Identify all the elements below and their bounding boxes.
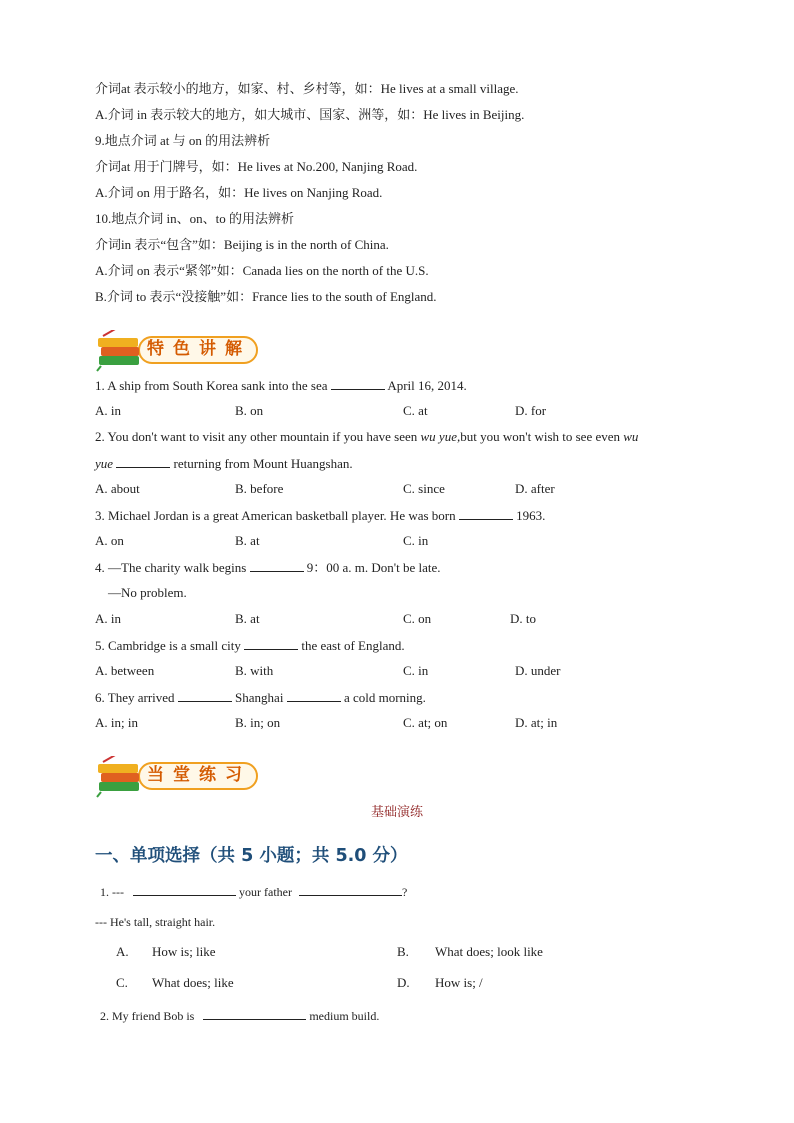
exercise-2-text-end: medium build. bbox=[309, 1009, 380, 1023]
option-b: B. in; on bbox=[235, 715, 281, 730]
note-heading-9: 9.地点介词 at 与 on 的用法辨析 bbox=[95, 133, 271, 148]
option-b-letter: B. bbox=[397, 944, 409, 959]
option-b: What does; look like bbox=[435, 944, 543, 959]
question-4 bbox=[95, 559, 441, 576]
note-line-9: B.介词 to 表示“没接触”如：France lies to the south of England. bbox=[95, 289, 437, 304]
option-c: C. in bbox=[403, 663, 429, 678]
banner-practice bbox=[95, 756, 260, 798]
question-1-text: 1. A ship from South Korea sank into the sea bbox=[95, 378, 328, 393]
note-heading-10: 10.地点介词 in、on、to 的用法辨析 bbox=[95, 211, 294, 226]
answer-blank bbox=[331, 377, 385, 390]
option-d: D. after bbox=[515, 481, 555, 496]
option-b: B. with bbox=[235, 663, 274, 678]
option-b: B. at bbox=[235, 533, 260, 548]
sub-title: 基础演练 bbox=[370, 804, 423, 819]
option-c-letter: C. bbox=[116, 975, 128, 990]
answer-blank bbox=[459, 507, 513, 520]
question-1 bbox=[95, 377, 467, 394]
question-5-text: 5. Cambridge is a small city bbox=[95, 638, 241, 653]
option-b: B. before bbox=[235, 481, 284, 496]
question-2-line-2 bbox=[95, 455, 353, 472]
question-2-italic: wu yue, bbox=[420, 429, 461, 444]
exercise-2 bbox=[100, 1007, 379, 1024]
option-c: C. in bbox=[403, 533, 429, 548]
option-d-letter: D. bbox=[397, 975, 410, 990]
banner-featured bbox=[95, 330, 260, 372]
option-a: A. between bbox=[95, 663, 155, 678]
option-b: B. on bbox=[235, 403, 264, 418]
question-6-text-mid: Shanghai bbox=[235, 690, 284, 705]
question-2-text: 2. You don't want to visit any other mountain if you have seen bbox=[95, 429, 421, 444]
option-a: A. in bbox=[95, 403, 121, 418]
question-4-text-end: 9：00 a. m. Don't be late. bbox=[306, 560, 441, 575]
exercise-1-text-end: ? bbox=[401, 885, 408, 899]
option-d: D. under bbox=[515, 663, 561, 678]
option-c: C. at bbox=[403, 403, 428, 418]
option-c: C. since bbox=[403, 481, 445, 496]
answer-blank bbox=[178, 689, 232, 702]
answer-blank bbox=[133, 883, 236, 896]
answer-blank bbox=[203, 1007, 306, 1020]
question-6 bbox=[95, 689, 426, 706]
option-b: B. at bbox=[235, 611, 260, 626]
question-2-italic-3: yue bbox=[95, 456, 114, 471]
answer-blank bbox=[116, 455, 170, 468]
option-a: A. on bbox=[95, 533, 124, 548]
option-d: How is; / bbox=[435, 975, 483, 990]
note-line-8: A.介词 on 表示“紧邻”如：Canada lies on the north of the U.S. bbox=[95, 263, 429, 278]
question-6-text-end: a cold morning. bbox=[343, 690, 426, 705]
option-a: A. about bbox=[95, 481, 140, 496]
note-line-2: A.介词 in 表示较大的地方，如大城市、国家、洲等，如：He lives in Beijing. bbox=[95, 107, 525, 122]
question-3-text-end: 1963. bbox=[516, 508, 546, 523]
answer-blank bbox=[250, 559, 304, 572]
exercise-1 bbox=[100, 883, 407, 900]
note-line-4: 介词at 用于门牌号，如：He lives at No.200, Nanjing Road. bbox=[95, 159, 418, 174]
question-5 bbox=[95, 637, 405, 654]
answer-blank bbox=[244, 637, 298, 650]
note-line-5: A.介词 on 用于路名，如：He lives on Nanjing Road. bbox=[95, 185, 383, 200]
question-2-italic-2: wu bbox=[623, 429, 639, 444]
exercise-1-text: 1. --- bbox=[100, 885, 124, 899]
question-2-text-2: but you won't wish to see even bbox=[460, 429, 624, 444]
question-3 bbox=[95, 507, 545, 524]
question-3-text: 3. Michael Jordan is a great American basketball player. He was born bbox=[95, 508, 456, 523]
option-a: A. in; in bbox=[95, 715, 138, 730]
note-line-7: 介词in 表示“包含”如：Beijing is in the north of China. bbox=[95, 237, 389, 252]
banner-featured-label: 特色讲解 bbox=[147, 339, 251, 359]
option-a: A. in bbox=[95, 611, 121, 626]
banner-practice-label: 当堂练习 bbox=[147, 765, 251, 785]
question-2-line-1 bbox=[95, 429, 638, 445]
option-d: D. for bbox=[515, 403, 547, 418]
question-4-text: 4. —The charity walk begins bbox=[95, 560, 247, 575]
option-c: What does; like bbox=[152, 975, 234, 990]
question-2-text-end: returning from Mount Huangshan. bbox=[173, 456, 353, 471]
question-1-text-end: April 16, 2014. bbox=[387, 378, 467, 393]
question-5-text-end: the east of England. bbox=[301, 638, 405, 653]
note-line-1: 介词at 表示较小的地方，如家、村、乡村等，如：He lives at a small village. bbox=[95, 81, 519, 96]
option-d: D. to bbox=[510, 611, 536, 626]
option-a-letter: A. bbox=[116, 944, 129, 959]
option-c: C. on bbox=[403, 611, 432, 626]
section-heading: 一、单项选择（共 5 小题；共 5.0 分） bbox=[95, 846, 408, 866]
answer-blank bbox=[287, 689, 341, 702]
answer-blank bbox=[299, 883, 402, 896]
option-d: D. at; in bbox=[515, 715, 558, 730]
exercise-1-answer-line: --- He's tall, straight hair. bbox=[95, 915, 216, 929]
question-4-reply: —No problem. bbox=[108, 585, 187, 600]
exercise-2-text: 2. My friend Bob is bbox=[100, 1009, 195, 1023]
exercise-1-text-mid: your father bbox=[239, 885, 292, 899]
question-6-text: 6. They arrived bbox=[95, 690, 175, 705]
option-a: How is; like bbox=[152, 944, 216, 959]
option-c: C. at; on bbox=[403, 715, 448, 730]
